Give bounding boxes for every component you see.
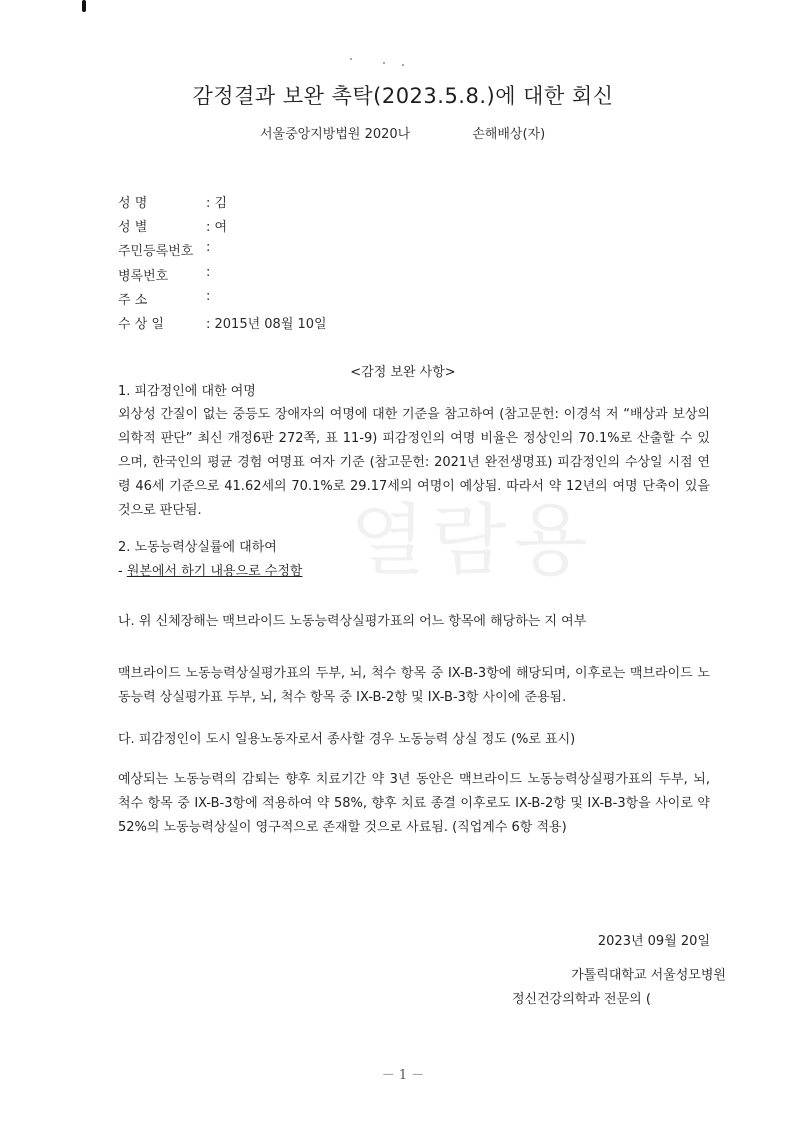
info-label-address: 주 소 bbox=[118, 293, 148, 308]
document-title: 감정결과 보완 촉탁(2023.5.8.)에 대한 회신 bbox=[192, 84, 614, 108]
scan-speck bbox=[383, 62, 385, 64]
scan-speck bbox=[350, 58, 352, 60]
info-value-resident-number: : bbox=[206, 240, 211, 255]
na-body: 맥브라이드 노동능력상실평가표의 두부, 뇌, 척수 항목 중 IX-B-3항에 해당되며, 이후로는 맥브라이드 노동능력 상실평가표 두부, 뇌, 척수 항목 중 IX-B-2항 및 IX-B-3항 사이에 준용됨. bbox=[118, 666, 710, 705]
info-label-sex: 성 별 bbox=[118, 220, 148, 235]
info-value-sex: : 여 bbox=[206, 220, 228, 235]
info-value-record-number: : bbox=[206, 265, 211, 280]
info-label-name: 성 명 bbox=[118, 196, 148, 211]
da-heading: 다. 피감정인이 도시 일용노동자로서 종사할 경우 노동능력 상실 정도 (%로 표시) bbox=[118, 732, 576, 747]
document-date: 2023년 09월 20일 bbox=[597, 934, 710, 949]
department: 정신건강의학과 전문의 ( bbox=[512, 992, 651, 1007]
case-type: 손해배상(자) bbox=[472, 127, 546, 142]
info-value-injury-date: : 2015년 08월 10일 bbox=[206, 317, 327, 332]
watermark: 열람용 bbox=[350, 496, 595, 586]
item1-heading: 1. 피감정인에 대한 여명 bbox=[118, 384, 256, 399]
item1-body: 외상성 간질이 없는 중등도 장애자의 여명에 대한 기준을 참고하여 (참고문헌: 이경석 저 “배상과 보상의 의학적 판단” 최신 개정6판 272쪽, 표 11-9) 피감정인의 여명 비율은 정상인의 70.1%로 산출할 수 있으며, 한국인의 평균 경험 여명표 여자 기준 (참고문헌: 2021년 완전생명표) 피감정인의 수상일 시점 연령 46세 기준으로 41.62세의 70.1%로 29.17세의 여명이 예상됨. 따라서 약 12년의 여명 단축이 있을 것으로 판단됨. bbox=[118, 407, 710, 518]
case-court: 서울중앙지방법원 2020나 bbox=[260, 127, 411, 142]
section-heading: <감정 보완 사항> bbox=[350, 365, 456, 380]
info-value-address: : bbox=[206, 289, 211, 304]
na-heading: 나. 위 신체장해는 맥브라이드 노동능력상실평가표의 어느 항목에 해당하는 지 여부 bbox=[118, 614, 587, 629]
case-line bbox=[260, 123, 545, 142]
scan-speck bbox=[402, 64, 404, 66]
scan-mark bbox=[82, 0, 86, 12]
da-body: 예상되는 노동능력의 감퇴는 향후 치료기간 약 3년 동안은 맥브라이드 노동능력상실평가표의 두부, 뇌, 척수 항목 중 IX-B-3항에 적용하여 약 58%, 향후 치료 종결 이후로도 IX-B-2항 및 IX-B-3항을 사이로 약 52%의 노동능력상실이 영구적으로 존재할 것으로 사료됨. (직업계수 6항 적용) bbox=[118, 772, 710, 835]
info-label-record-number: 병록번호 bbox=[118, 269, 169, 284]
item2-dash: - bbox=[118, 564, 127, 579]
info-value-name: : 김 bbox=[206, 196, 228, 211]
info-label-resident-number: 주민등록번호 bbox=[118, 244, 194, 259]
info-label-injury-date: 수 상 일 bbox=[118, 317, 164, 332]
organization: 가톨릭대학교 서울성모병원 bbox=[571, 968, 726, 983]
item2-sub-line bbox=[118, 560, 302, 584]
item2-heading: 2. 노동능력상실률에 대하여 bbox=[118, 540, 277, 555]
page-number: － 1 － bbox=[381, 1068, 425, 1083]
item2-sub: 원본에서 하기 내용으로 수정함 bbox=[126, 564, 303, 579]
